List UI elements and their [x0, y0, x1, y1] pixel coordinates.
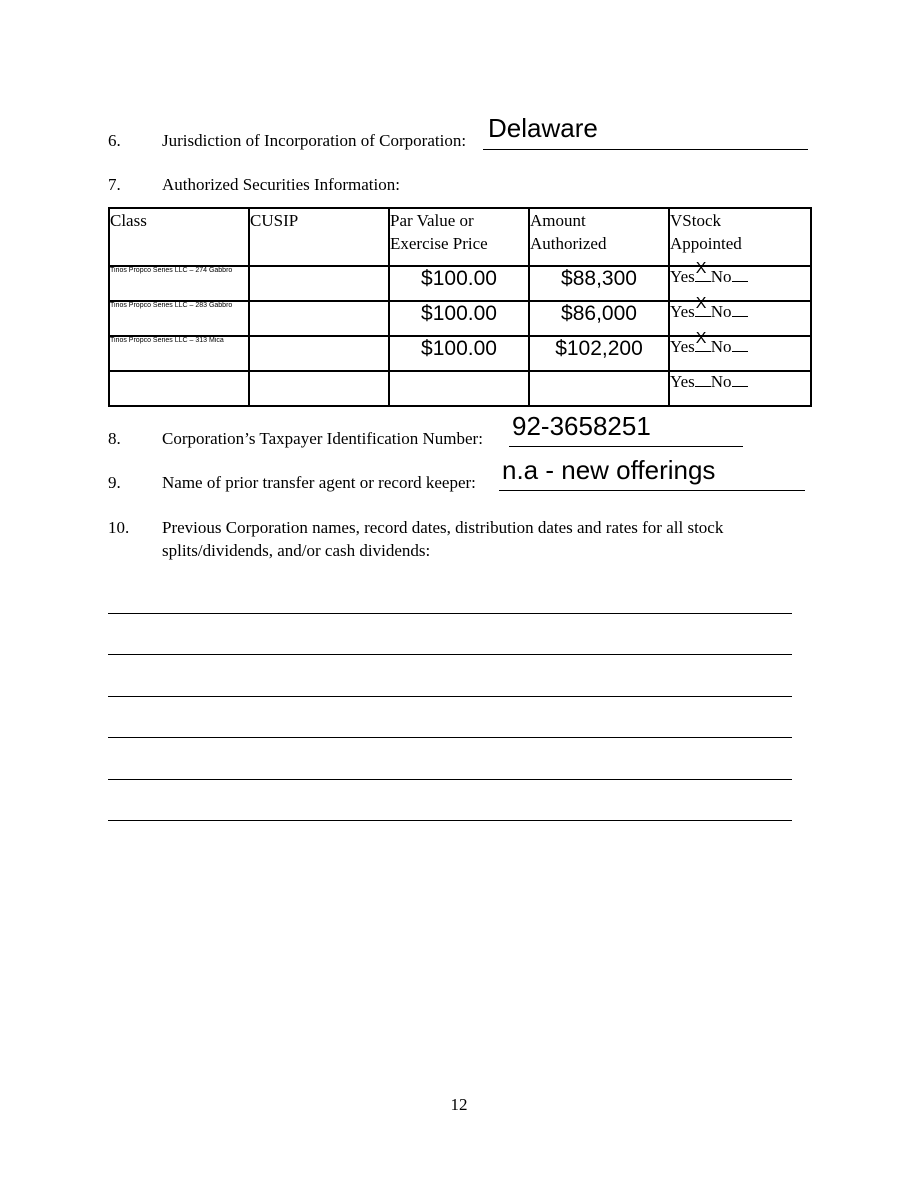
class-cell[interactable]: Tirios Propco Series LLC – 283 Gabbro	[109, 301, 249, 336]
page-number: 12	[450, 1095, 468, 1114]
item-8-label: Corporation’s Taxpayer Identification Number:	[162, 429, 483, 448]
item-6-number: 6.	[108, 131, 121, 150]
no-blank[interactable]	[732, 267, 748, 282]
item-7-label: Authorized Securities Information:	[162, 175, 400, 194]
vstock-appointed-cell[interactable]: Yes No	[669, 371, 811, 406]
class-cell[interactable]	[109, 371, 249, 406]
dividend-history-line[interactable]	[108, 779, 792, 780]
par-value-cell[interactable]: $100.00	[389, 336, 529, 371]
yes-blank[interactable]	[695, 330, 711, 352]
par-value-cell[interactable]: $100.00	[389, 301, 529, 336]
class-cell[interactable]: Tirios Propco Series LLC – 274 Gabbro	[109, 266, 249, 301]
amount-cell[interactable]: $86,000	[529, 301, 669, 336]
no-blank[interactable]	[732, 372, 748, 387]
item-6-label: Jurisdiction of Incorporation of Corporation:	[162, 131, 467, 150]
no-blank[interactable]	[732, 302, 748, 317]
par-value-cell[interactable]	[389, 371, 529, 406]
yes-mark: X	[695, 330, 707, 347]
item-8-underline	[509, 446, 743, 447]
yes-mark: X	[695, 295, 707, 312]
amount-cell[interactable]	[529, 371, 669, 406]
dividend-history-line[interactable]	[108, 820, 792, 821]
item-10-number: 10.	[108, 518, 130, 537]
vstock-appointed-cell[interactable]: Yes X No	[669, 336, 811, 371]
cusip-cell[interactable]	[249, 371, 389, 406]
item-9-number: 9.	[108, 473, 121, 492]
yes-blank[interactable]	[695, 260, 711, 282]
item-6-underline	[483, 149, 808, 150]
item-9-label: Name of prior transfer agent or record keeper:	[162, 473, 476, 492]
dividend-history-line[interactable]	[108, 696, 792, 697]
jurisdiction-field[interactable]: Delaware	[488, 113, 598, 143]
dividend-history-line[interactable]	[108, 654, 792, 655]
table-header-row	[109, 208, 811, 266]
class-cell[interactable]: Tirios Propco Series LLC – 313 Mica	[109, 336, 249, 371]
dividend-history-line[interactable]	[108, 737, 792, 738]
yes-blank[interactable]	[695, 295, 711, 317]
cusip-cell[interactable]	[249, 301, 389, 336]
vstock-appointed-cell[interactable]: Yes X No	[669, 301, 811, 336]
item-9-underline	[499, 490, 805, 491]
amount-cell[interactable]: $88,300	[529, 266, 669, 301]
authorized-securities-table	[108, 207, 812, 407]
par-value-cell[interactable]: $100.00	[389, 266, 529, 301]
amount-cell[interactable]: $102,200	[529, 336, 669, 371]
cusip-cell[interactable]	[249, 336, 389, 371]
prior-transfer-agent-field[interactable]: n.a - new offerings	[502, 455, 716, 485]
item-10-line1: Previous Corporation names, record dates, distribution dates and rates for all stock	[162, 518, 724, 537]
taxpayer-id-field[interactable]: 92-3658251	[512, 411, 651, 441]
item-7-number: 7.	[108, 175, 121, 194]
no-blank[interactable]	[732, 337, 748, 352]
table-row	[109, 371, 811, 406]
table-row	[109, 336, 811, 371]
item-10-line2: splits/dividends, and/or cash dividends:	[162, 541, 431, 560]
item-8-number: 8.	[108, 429, 121, 448]
yes-mark: X	[695, 260, 707, 277]
header-amount: Amount Authorized	[529, 208, 669, 266]
header-vstock: VStock Appointed	[669, 208, 811, 266]
yes-blank[interactable]	[695, 372, 711, 387]
header-class: Class	[109, 208, 249, 266]
dividend-history-line[interactable]	[108, 613, 792, 614]
header-cusip: CUSIP	[249, 208, 389, 266]
vstock-appointed-cell[interactable]: Yes X No	[669, 266, 811, 301]
header-par-value: Par Value or Exercise Price	[389, 208, 529, 266]
cusip-cell[interactable]	[249, 266, 389, 301]
